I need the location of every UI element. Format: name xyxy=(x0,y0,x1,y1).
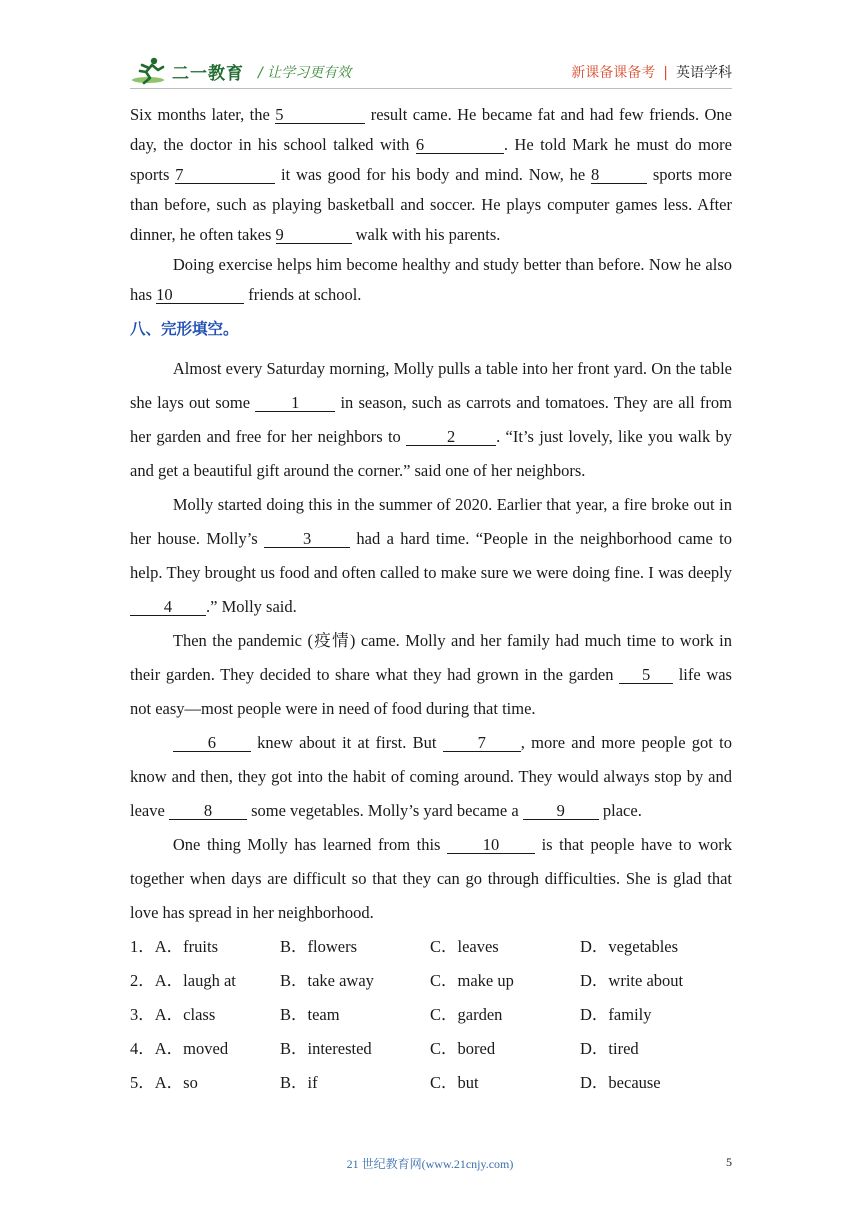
option-d: D．write about xyxy=(580,971,684,990)
text: Molly started doing this in the summer of 2020. Earlier that year, a fire broke out in her house. Molly’s xyxy=(130,495,732,548)
text: Then the pandemic (疫情) came. Molly and her family had much time to work in their garden. They decided to share what they had grown in the garden xyxy=(130,631,732,684)
runner-logo-icon xyxy=(130,56,170,86)
text: is that people have to work together when days are difficult so that they can go through difficulties. She is glad that love has spread in her neighborhood. xyxy=(130,835,732,922)
header-tag-subject: 英语学科 xyxy=(676,65,732,81)
text: friends at school. xyxy=(244,285,362,304)
logo-text: 二一教育 xyxy=(172,63,244,84)
blank-3: 3 xyxy=(264,530,350,548)
text: .” Molly said. xyxy=(206,597,297,616)
option-a: 1．A．fruits xyxy=(130,937,218,956)
paragraph xyxy=(130,100,732,250)
text: it was good for his body and mind. Now, he xyxy=(275,165,592,184)
blank-8: 8 xyxy=(591,166,647,184)
text: . He told Mark he must do more sports xyxy=(130,135,732,184)
paragraph xyxy=(130,624,732,726)
option-b: B．if xyxy=(280,1073,318,1092)
text: Doing exercise helps him become healthy and study better than before. Now he also has xyxy=(130,255,732,304)
text: Six months later, the xyxy=(130,105,276,124)
paragraph xyxy=(130,250,732,310)
blank-2: 2 xyxy=(406,428,496,446)
text: , more and more people got to know and then, they got into the habit of coming around. They would always stop by and leave xyxy=(130,733,732,820)
option-c: C．make up xyxy=(430,971,514,990)
option-row xyxy=(130,998,732,1032)
blank-5: 5 xyxy=(619,666,673,684)
text: walk with his parents. xyxy=(351,225,501,244)
blank-10: 10 xyxy=(156,286,244,304)
text: some vegetables. Molly’s yard became a xyxy=(246,801,523,820)
header-tag-prep: 新课备课备考 xyxy=(571,65,656,81)
header-divider xyxy=(130,88,732,89)
section-title: 八、完形填空。 xyxy=(130,320,239,338)
text: . “It’s just lovely, like you walk by and get a beautiful gift around the corner.” said one of her neighbors. xyxy=(130,427,733,480)
text: had a hard time. “People in the neighborhood came to help. They brought us food and often called to make sure we were doing fine. I was deeply xyxy=(130,529,732,582)
blank-8: 8 xyxy=(169,802,247,820)
header-separator: | xyxy=(663,65,668,81)
blank-4: 4 xyxy=(130,598,206,616)
blank-6: 6 xyxy=(173,734,251,752)
option-d: D．family xyxy=(580,1005,652,1024)
blank-7: 7 xyxy=(175,166,275,184)
option-c: C．garden xyxy=(430,1005,503,1024)
option-a: 4．A．moved xyxy=(130,1039,229,1058)
option-b: B．team xyxy=(280,1005,340,1024)
text: Almost every Saturday morning, Molly pulls a table into her front yard. On the table she lays out some xyxy=(130,359,732,412)
option-b: B．flowers xyxy=(280,937,357,956)
option-row xyxy=(130,1066,732,1100)
passage-one xyxy=(130,100,732,310)
paragraph xyxy=(130,352,732,488)
answer-options xyxy=(130,930,732,1100)
header-slogan: / 让学习更有效 xyxy=(258,65,352,81)
blank-10: 10 xyxy=(447,836,535,854)
blank-9: 9 xyxy=(276,226,352,244)
blank-9: 9 xyxy=(523,802,599,820)
paragraph xyxy=(130,488,732,624)
option-b: B．interested xyxy=(280,1039,372,1058)
blank-5: 5 xyxy=(275,106,365,124)
option-a: 2．A．laugh at xyxy=(130,971,236,990)
text: life was not easy—most people were in need of food during that time. xyxy=(130,665,732,718)
option-row xyxy=(130,964,732,998)
blank-6: 6 xyxy=(416,136,504,154)
option-row xyxy=(130,1032,732,1066)
option-row xyxy=(130,930,732,964)
footer-site: 21 世纪教育网(www.21cnjy.com) xyxy=(346,1157,514,1171)
option-c: C．leaves xyxy=(430,937,499,956)
paragraph xyxy=(130,726,732,828)
option-a: 5．A．so xyxy=(130,1073,198,1092)
text: place. xyxy=(598,801,642,820)
logo xyxy=(130,56,244,86)
option-d: D．vegetables xyxy=(580,937,679,956)
paragraph xyxy=(130,828,732,930)
option-d: D．because xyxy=(580,1073,661,1092)
option-d: D．tired xyxy=(580,1039,639,1058)
page-content xyxy=(130,100,732,1100)
blank-1: 1 xyxy=(255,394,335,412)
option-c: C．bored xyxy=(430,1039,496,1058)
page-number: 5 xyxy=(726,1155,732,1169)
header-tags xyxy=(571,62,732,82)
option-a: 3．A．class xyxy=(130,1005,216,1024)
text: in season, such as carrots and tomatoes. They are all from her garden and free for her neighbors to xyxy=(130,393,732,446)
page-header xyxy=(130,52,732,92)
text: knew about it at first. But xyxy=(250,733,443,752)
passage-two xyxy=(130,352,732,930)
text: result came. He became fat and had few friends. One day, the doctor in his school talked with xyxy=(130,105,732,154)
option-c: C．but xyxy=(430,1073,479,1092)
text: One thing Molly has learned from this xyxy=(172,835,448,854)
blank-7: 7 xyxy=(443,734,521,752)
option-b: B．take away xyxy=(280,971,374,990)
text: sports more than before, such as playing basketball and soccer. He plays computer games less. After dinner, he often takes xyxy=(130,165,732,244)
